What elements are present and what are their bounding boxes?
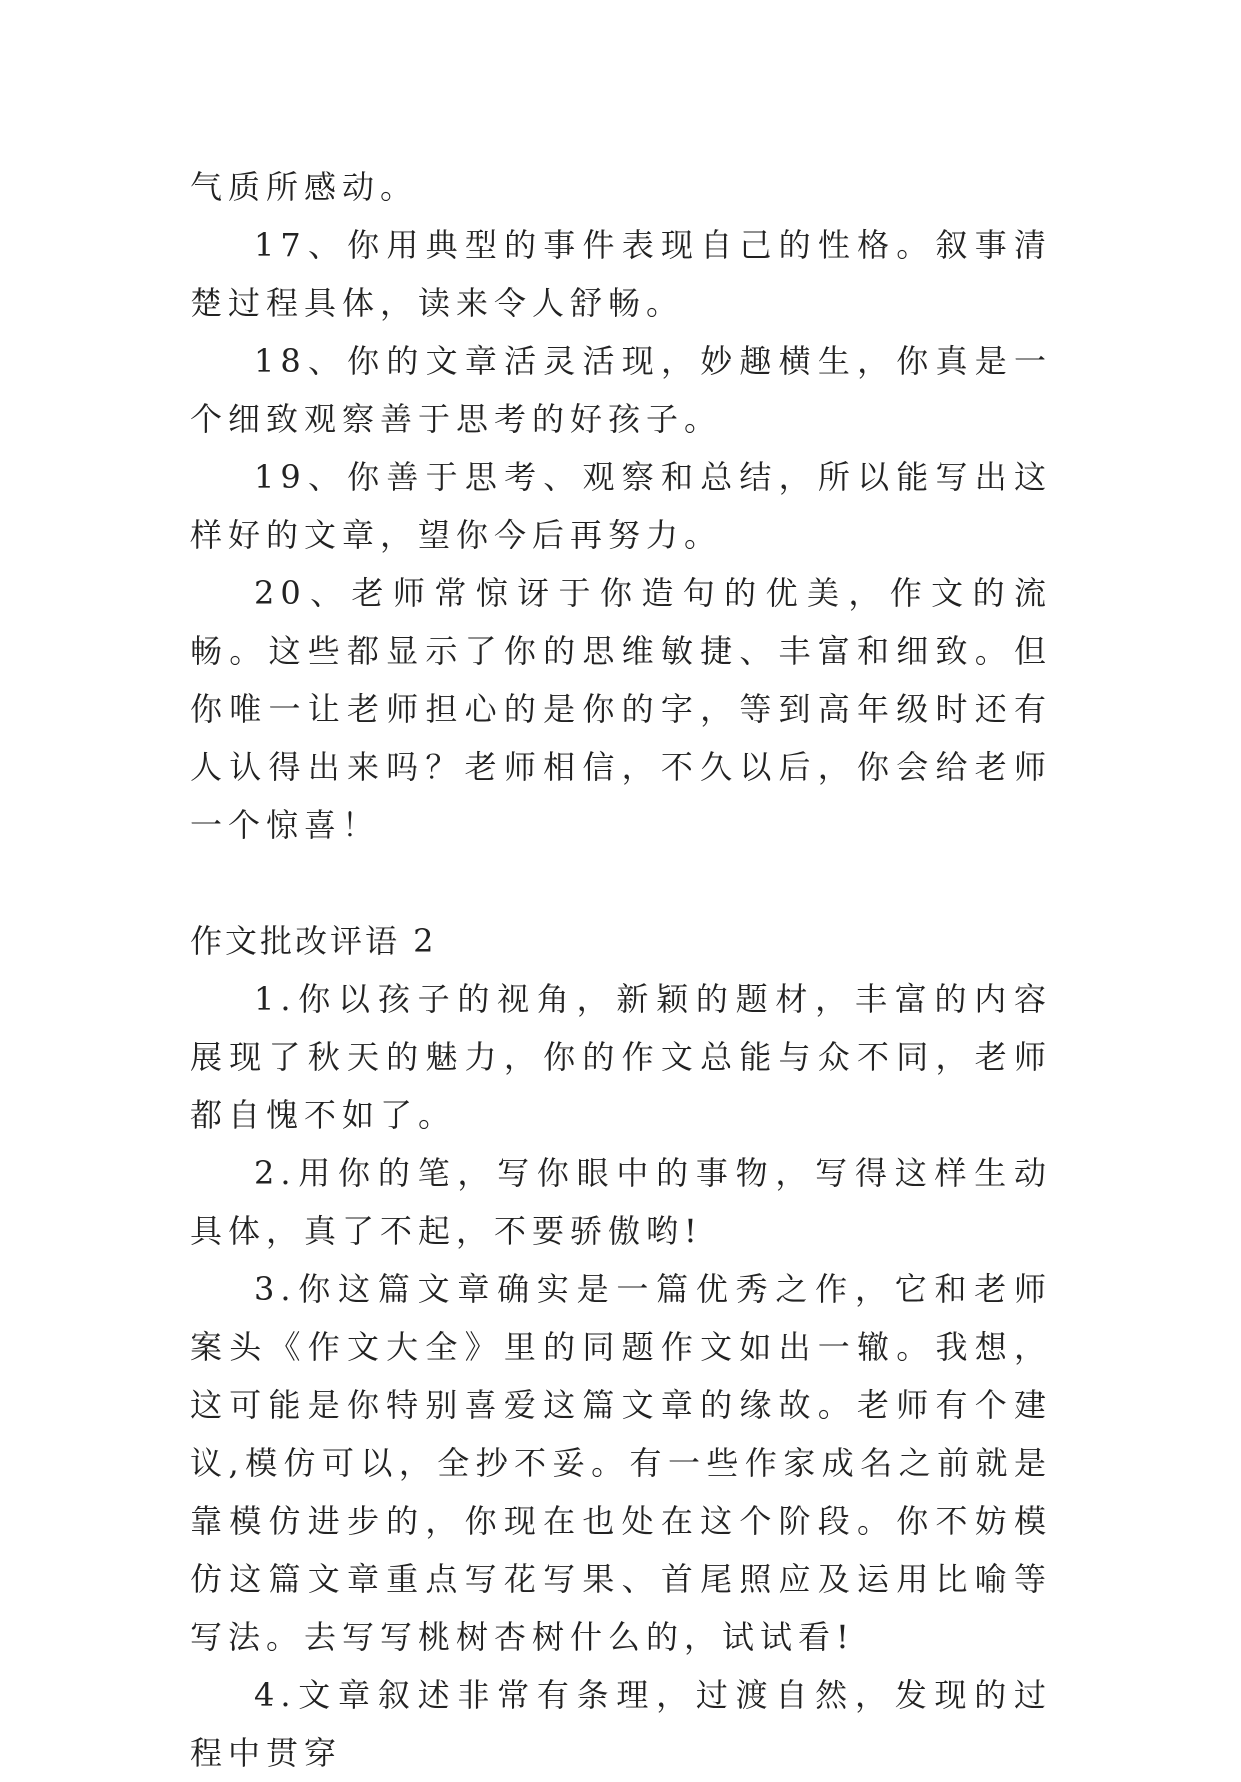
comment-18: 18、你的文章活灵活现，妙趣横生，你真是一个细致观察善于思考的好孩子。 [190,342,1052,438]
comment-1: 1.你以孩子的视角，新颖的题材，丰富的内容展现了秋天的魅力，你的作文总能与众不同，老师都自愧不如了。 [190,980,1052,1134]
section-title: 作文批改评语 2 [190,922,437,960]
comment-3: 3.你这篇文章确实是一篇优秀之作，它和老师案头《作文大全》里的同题作文如出一辙。我想，这可能是你特别喜爱这篇文章的缘故。老师有个建议,模仿可以，全抄不妥。有一些作家成名之前就是靠模仿进步的，你现在也处在这个阶段。你不妨模仿这篇文章重点写花写果、首尾照应及运用比喻等写法。去写写桃树杏树什么的，试试看! [190,1270,1052,1656]
comment-4: 4.文章叙述非常有条理，过渡自然，发现的过程中贯穿 [190,1676,1052,1772]
paragraph-continuation: 气质所感动。 [190,168,419,206]
comment-2: 2.用你的笔，写你眼中的事物，写得这样生动具体，真了不起，不要骄傲哟! [190,1154,1052,1250]
comment-19: 19、你善于思考、观察和总结，所以能写出这样好的文章，望你今后再努力。 [190,458,1052,554]
comment-20: 20、老师常惊讶于你造句的优美，作文的流畅。这些都显示了你的思维敏捷、丰富和细致。但你唯一让老师担心的是你的字，等到高年级时还有人认得出来吗？老师相信，不久以后，你会给老师一个惊喜！ [190,574,1052,844]
document-body [190,158,1052,1782]
comment-17: 17、你用典型的事件表现自己的性格。叙事清楚过程具体，读来令人舒畅。 [190,226,1052,322]
